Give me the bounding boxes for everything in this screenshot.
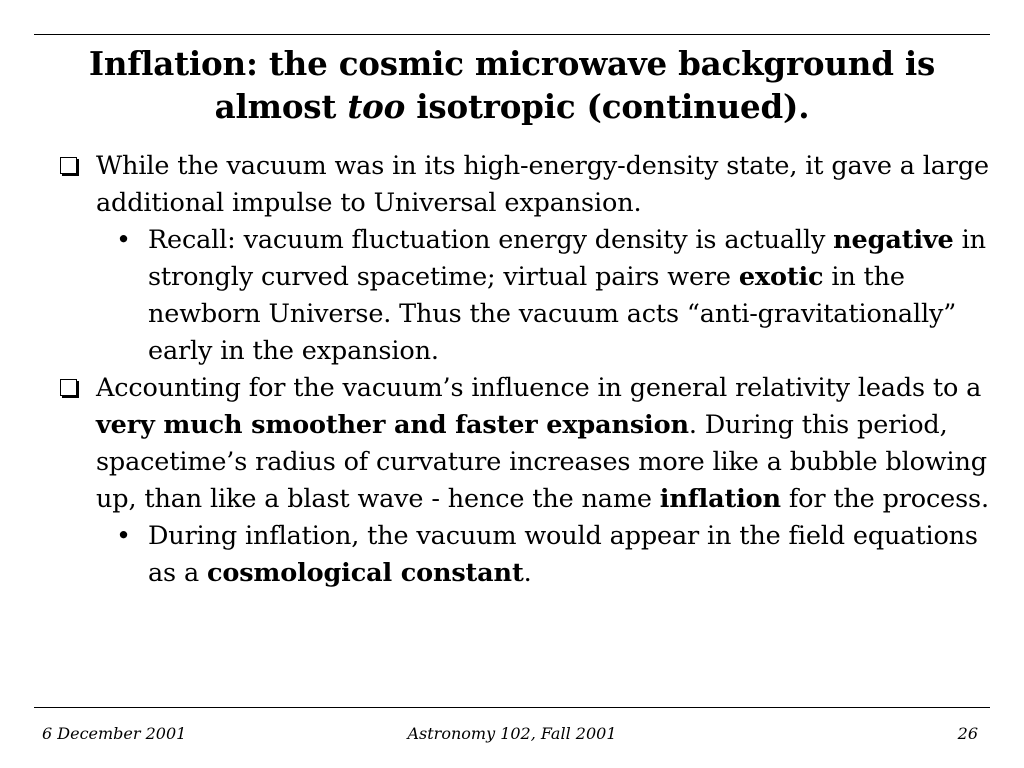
dot-bullet-icon: • bbox=[116, 521, 131, 551]
bullet-1-text: While the vacuum was in its high-energy-density state, it gave a large additional impulse to Universal expansion. bbox=[96, 151, 989, 218]
bullet-2 bbox=[56, 370, 996, 518]
term-inflation: inflation bbox=[659, 484, 781, 514]
bottom-rule bbox=[34, 707, 990, 708]
sub-bullet-1-text-b: in strongly curved spacetime; virtual pairs were bbox=[148, 225, 986, 292]
bullet-list bbox=[56, 148, 996, 592]
sub-bullet-2-text-b: . bbox=[523, 558, 532, 588]
term-exotic: exotic bbox=[738, 262, 824, 292]
footer-course: Astronomy 102, Fall 2001 bbox=[407, 724, 617, 743]
footer-page-number: 26 bbox=[957, 724, 978, 743]
bullet-2-text-b: . During this period, spacetime’s radius of curvature increases more like a bubble blowing up, than like a blast wave - hence the name bbox=[96, 410, 987, 514]
sub-bullet-1 bbox=[56, 222, 996, 370]
title-line-1: Inflation: the cosmic microwave background is bbox=[88, 44, 936, 83]
top-rule bbox=[34, 34, 990, 35]
title-emphasis: too bbox=[347, 87, 406, 126]
sub-bullet-2-text-a: During inflation, the vacuum would appear in the field equations as a bbox=[148, 521, 978, 588]
sub-bullet-1-text-a: Recall: vacuum fluctuation energy density is actually bbox=[148, 225, 834, 255]
checkbox-bullet-icon bbox=[60, 157, 77, 174]
bullet-2-text-a: Accounting for the vacuum’s influence in general relativity leads to a bbox=[96, 373, 982, 403]
title-line-2-pre: almost bbox=[214, 87, 348, 126]
term-cosmological-constant: cosmological constant bbox=[206, 558, 524, 588]
term-negative: negative bbox=[833, 225, 954, 255]
sub-bullet-1-text-c: in the newborn Universe. Thus the vacuum acts “anti-gravitationally” early in the expansion. bbox=[148, 262, 957, 366]
sub-bullet-2 bbox=[56, 518, 996, 592]
bullet-2-text-c: for the process. bbox=[780, 484, 989, 514]
term-smoother-expansion: very much smoother and faster expansion bbox=[96, 410, 689, 440]
bullet-1 bbox=[56, 148, 996, 222]
checkbox-bullet-icon bbox=[60, 379, 77, 396]
dot-bullet-icon: • bbox=[116, 225, 131, 255]
title-line-2-post: isotropic (continued). bbox=[405, 87, 810, 126]
slide-title bbox=[40, 42, 984, 128]
footer-date: 6 December 2001 bbox=[42, 724, 187, 743]
